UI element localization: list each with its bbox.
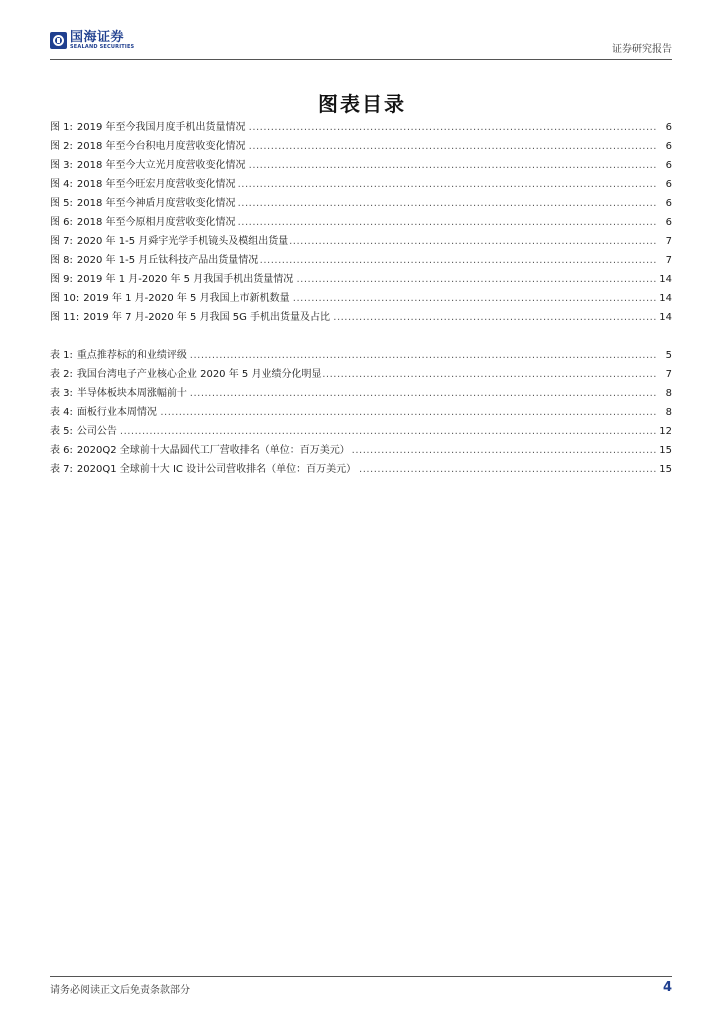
entry-page: 5 [665, 346, 672, 365]
entry-title: 2019 年 1 月-2020 年 5 月我国上市新机数量 [83, 293, 290, 304]
entry-prefix: 图 7: [50, 236, 73, 247]
footer-divider [50, 976, 672, 977]
entry-prefix: 图 9: [50, 274, 73, 285]
logo-name-en: SEALAND SECURITIES [70, 44, 135, 50]
entry-prefix: 表 3: [50, 388, 73, 399]
entry-title: 公司公告 [76, 426, 117, 437]
entry-page: 8 [665, 384, 672, 403]
entry-page: 7 [665, 365, 672, 384]
toc-entry-figure-1[interactable] [50, 118, 672, 137]
entry-page: 6 [665, 194, 672, 213]
logo-name-cn: 国海证券 [70, 30, 125, 45]
toc-entry-table-6[interactable] [50, 441, 672, 460]
entry-page: 15 [658, 460, 672, 479]
toc-entry-table-1[interactable] [50, 346, 672, 365]
header-divider [50, 59, 672, 60]
entry-title: 重点推荐标的和业绩评级 [76, 350, 187, 361]
entry-prefix: 表 6: [50, 445, 73, 456]
toc-entry-table-2[interactable] [50, 365, 672, 384]
entry-page: 6 [665, 156, 672, 175]
entry-title: 2018 年至今大立光月度营收变化情况 [76, 160, 246, 171]
toc-entry-figure-2[interactable] [50, 137, 672, 156]
entry-prefix: 表 2: [50, 369, 73, 380]
entry-prefix: 图 4: [50, 179, 73, 190]
toc-entry-table-3[interactable] [50, 384, 672, 403]
entry-title: 2019 年 1 月-2020 年 5 月我国手机出货量情况 [76, 274, 294, 285]
page-number: 4 [662, 980, 672, 995]
entry-page: 6 [665, 175, 672, 194]
entry-title: 2018 年至今原相月度营收变化情况 [76, 217, 236, 228]
entry-prefix: 图 2: [50, 141, 73, 152]
entry-page: 6 [665, 137, 672, 156]
toc-entry-figure-9[interactable] [50, 270, 672, 289]
entry-prefix: 图 5: [50, 198, 73, 209]
entry-prefix: 图 3: [50, 160, 73, 171]
entry-title: 2020 年 1-5 月丘钛科技产品出货量情况 [76, 255, 259, 266]
entry-prefix: 图 10: [50, 293, 80, 304]
entry-prefix: 图 6: [50, 217, 73, 228]
entry-page: 14 [658, 308, 672, 327]
page-title: 图表目录 [318, 92, 406, 116]
toc-entry-table-7[interactable] [50, 460, 672, 479]
company-logo [50, 31, 134, 50]
footer-disclaimer: 请务必阅读正文后免责条款部分 [50, 985, 190, 996]
entry-page: 6 [665, 118, 672, 137]
entry-title: 2019 年 7 月-2020 年 5 月我国 5G 手机出货量及占比 [83, 312, 331, 323]
entry-title: 面板行业本周情况 [76, 407, 157, 418]
entry-title: 2018 年至今台积电月度营收变化情况 [76, 141, 246, 152]
entry-title: 我国台湾电子产业核心企业 2020 年 5 月业绩分化明显 [76, 369, 322, 380]
entry-prefix: 表 1: [50, 350, 73, 361]
toc-entry-figure-6[interactable] [50, 213, 672, 232]
report-type-label: 证券研究报告 [612, 44, 672, 55]
toc-entry-figure-7[interactable] [50, 232, 672, 251]
page-header [50, 28, 672, 58]
entry-title: 半导体板块本周涨幅前十 [76, 388, 187, 399]
entry-page: 12 [658, 422, 672, 441]
entry-page: 8 [665, 403, 672, 422]
entry-page: 15 [658, 441, 672, 460]
entry-title: 2020 年 1-5 月舜宇光学手机镜头及模组出货量 [76, 236, 289, 247]
entry-prefix: 图 1: [50, 122, 73, 133]
figure-list [50, 118, 672, 327]
toc-entry-figure-10[interactable] [50, 289, 672, 308]
toc-entry-figure-3[interactable] [50, 156, 672, 175]
entry-title: 2019 年至今我国月度手机出货量情况 [76, 122, 246, 133]
entry-page: 14 [658, 270, 672, 289]
table-list [50, 346, 672, 479]
toc-entry-table-4[interactable] [50, 403, 672, 422]
entry-prefix: 表 7: [50, 464, 73, 475]
toc-entry-table-5[interactable] [50, 422, 672, 441]
entry-prefix: 表 4: [50, 407, 73, 418]
toc-entry-figure-4[interactable] [50, 175, 672, 194]
entry-page: 7 [665, 251, 672, 270]
logo-icon [50, 32, 67, 49]
entry-page: 14 [658, 289, 672, 308]
entry-title: 2018 年至今旺宏月度营收变化情况 [76, 179, 236, 190]
entry-prefix: 图 11: [50, 312, 80, 323]
entry-page: 6 [665, 213, 672, 232]
entry-prefix: 图 8: [50, 255, 73, 266]
entry-title: 2018 年至今神盾月度营收变化情况 [76, 198, 236, 209]
toc-entry-figure-8[interactable] [50, 251, 672, 270]
entry-page: 7 [665, 232, 672, 251]
entry-title: 2020Q1 全球前十大 IC 设计公司营收排名（单位：百万美元） [76, 464, 357, 475]
toc-entry-figure-11[interactable] [50, 308, 672, 327]
toc-entry-figure-5[interactable] [50, 194, 672, 213]
entry-title: 2020Q2 全球前十大晶圆代工厂营收排名（单位：百万美元） [76, 445, 350, 456]
entry-prefix: 表 5: [50, 426, 73, 437]
